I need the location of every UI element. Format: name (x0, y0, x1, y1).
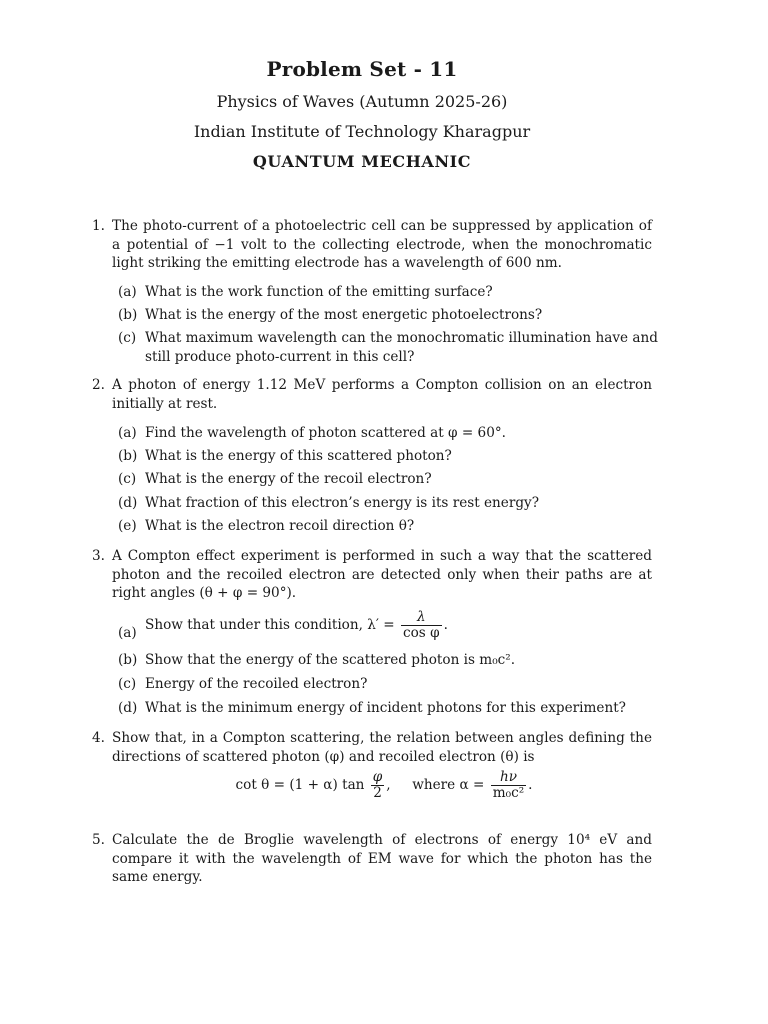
lambda-over-cos-phi-fraction (401, 610, 442, 641)
fraction-numerator: hν (499, 769, 517, 785)
problem-1 (92, 217, 652, 273)
problem-3-part-c (118, 675, 658, 694)
part-text: What is the energy of this scattered photon? (145, 448, 452, 464)
part-label: (c) (118, 676, 137, 692)
part-label: (a) (118, 284, 137, 300)
problem-3 (92, 547, 652, 603)
problem-4 (92, 729, 652, 766)
problem-1-part-b (118, 306, 658, 325)
part-label: (d) (118, 700, 138, 716)
part-label: (b) (118, 448, 138, 464)
fraction-numerator: λ (417, 609, 426, 625)
problem-2 (92, 376, 652, 413)
topic-heading: QUANTUM MECHANIC (252, 152, 472, 171)
problem-number: 2. (92, 377, 105, 393)
part-label: (c) (118, 471, 137, 487)
page-title: Problem Set - 11 (266, 57, 458, 81)
problem-text: The photo-current of a photoelectric cell can be suppressed by application of a potential of −1 volt to the collecting electrode, when the monochromatic light striking the emitting electrode has a wavelength of 600 nm. (112, 218, 652, 272)
part-text: Find the wavelength of photon scattered at φ = 60°. (145, 425, 506, 441)
part-label: (b) (118, 307, 138, 323)
problem-3-part-d (118, 699, 658, 718)
institute-name: Indian Institute of Technology Kharagpur (193, 122, 531, 141)
part-text: Energy of the recoiled electron? (145, 676, 368, 692)
problem-text: A Compton effect experiment is performed in such a way that the scattered photon and the recoiled electron are detected only when their paths are at right angles (θ + φ = 90°). (112, 548, 652, 602)
alpha-fraction (491, 770, 526, 801)
problem-text: Calculate the de Broglie wavelength of electrons of energy 10⁴ eV and compare it with the wavelength of EM wave for which the photon has the same energy. (112, 832, 652, 886)
part-text: What is the minimum energy of incident photons for this experiment? (145, 700, 626, 716)
part-text: What is the energy of the recoil electron? (145, 471, 432, 487)
equation-middle: , where α = (386, 777, 485, 793)
part-label: (e) (118, 518, 137, 534)
problem-text: Show that, in a Compton scattering, the relation between angles defining the directions of scattered photon (φ) and recoiled electron (θ) is (112, 730, 652, 765)
equation-lhs: cot θ = (1 + α) tan (235, 777, 365, 793)
problem-1-part-c (118, 329, 658, 366)
problem-5 (92, 831, 652, 887)
problem-2-part-e (118, 517, 658, 536)
fraction-numerator: φ (372, 769, 383, 785)
fraction-denominator: m₀c² (492, 785, 525, 801)
part-label: (a) (118, 625, 137, 641)
part-text-lead: Show that under this condition, λ′ = (145, 617, 395, 633)
fraction-denominator: cos φ (403, 625, 440, 641)
phi-over-two-fraction (371, 770, 385, 801)
part-text: What is the energy of the most energetic photoelectrons? (145, 307, 543, 323)
problem-number: 1. (92, 218, 105, 234)
problem-2-part-b (118, 447, 658, 466)
part-text: What is the electron recoil direction θ? (145, 518, 415, 534)
problem-1-part-a (118, 283, 658, 302)
problem-3-part-b (118, 651, 658, 670)
fraction-denominator: 2 (371, 785, 385, 801)
part-label: (c) (118, 330, 137, 346)
problem-text: A photon of energy 1.12 MeV performs a Compton collision on an electron initially at rest. (112, 377, 652, 412)
part-label: (a) (118, 425, 137, 441)
compton-angle-equation (0, 770, 768, 801)
part-text (145, 610, 658, 641)
problem-2-part-a (118, 424, 658, 443)
part-label: (b) (118, 652, 138, 668)
problem-number: 5. (92, 832, 105, 848)
part-text: What is the work function of the emitting surface? (145, 284, 493, 300)
part-text: Show that the energy of the scattered photon is m₀c². (145, 652, 516, 668)
problem-2-part-d (118, 494, 658, 513)
part-text: What maximum wavelength can the monochromatic illumination have and still produce photo-current in this cell? (145, 330, 658, 365)
problem-3-part-a (118, 610, 658, 641)
problem-2-part-c (118, 470, 658, 489)
problem-number: 4. (92, 730, 105, 746)
part-text-end: . (443, 617, 448, 633)
equation-end: . (528, 777, 533, 793)
course-name: Physics of Waves (Autumn 2025-26) (216, 92, 508, 111)
part-text: What fraction of this electron’s energy is its rest energy? (145, 495, 540, 511)
part-label: (d) (118, 495, 138, 511)
problem-number: 3. (92, 548, 105, 564)
